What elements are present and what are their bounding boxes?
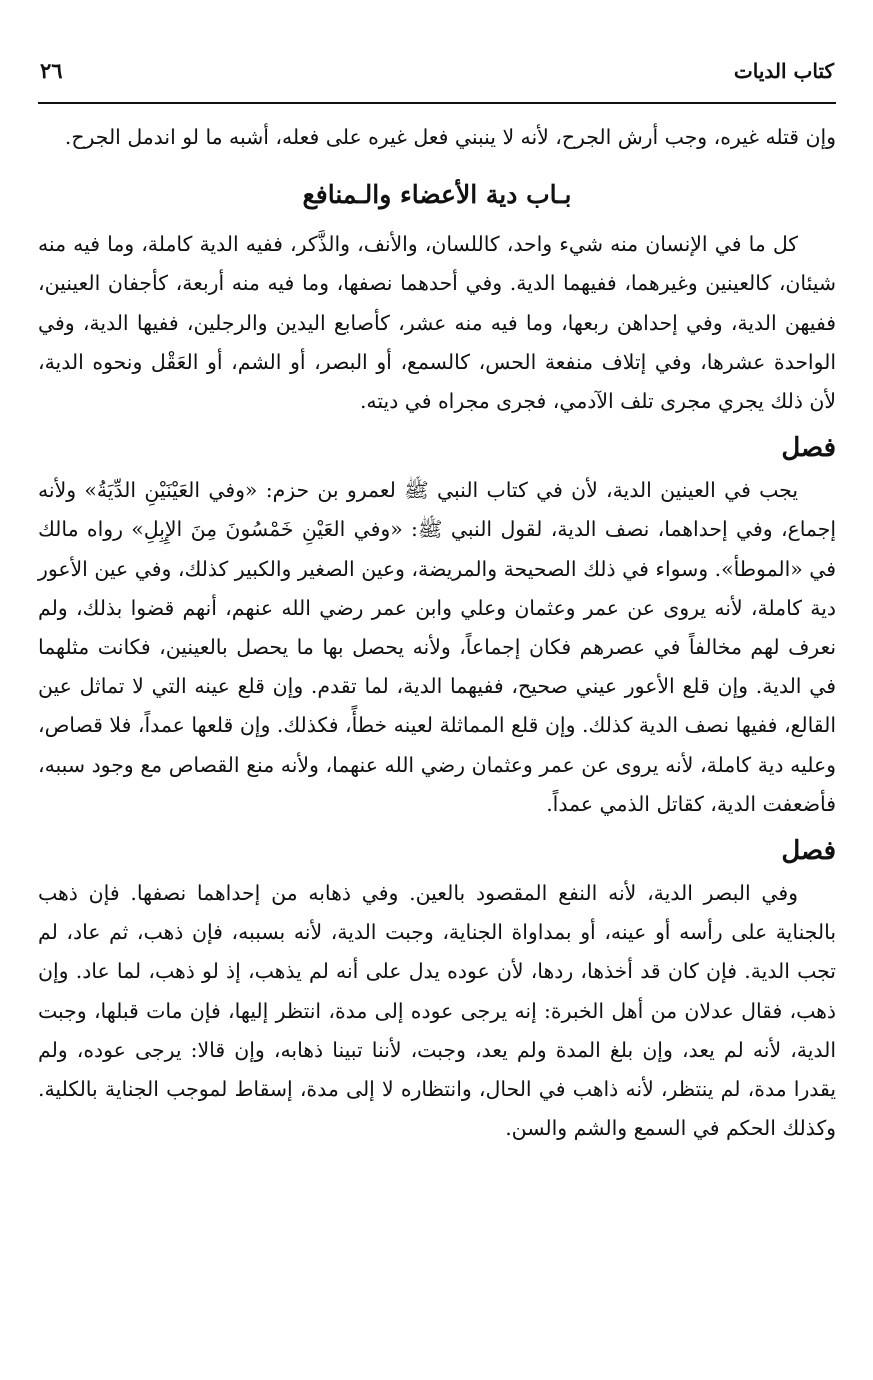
section-paragraph-1: يجب في العينين الدية، لأن في كتاب النبي ﷺ لعمرو بن حزم: «وفي العَيْنَيْنِ الدِّيَةُ» ولأنه إجماع، وفي إحداهما، نصف الدية، لقول النبي ﷺ: «وفي العَيْنِ خَمْسُونَ مِنَ الإِبِلِ» رواه مالك في «الموطأ». وسواء في ذلك الصحيحة والمريضة، وعين الصغير والكبير كذلك، وفي عين الأعور دية كاملة، لأنه يروى عن عمر وعثمان وعلي وابن عمر رضي الله عنهم، أنهم قضوا بذلك، ولم نعرف لهم مخالفاً في عصرهم فكان إجماعاً، ولأنه يحصل بها ما يحصل بالعينين، فكانت مثلهما في الدية. وإن قلع الأعور عيني صحيح، ففيهما الدية، لما تقدم. وإن قلع عينه التي لا تماثل عين القالع، ففيها نصف الدية كذلك. وإن قلع المماثلة لعينه خطأً، فكذلك. وإن قلعها عمداً، فلا قصاص، وعليه دية كاملة، لأنه يروى عن عمر وعثمان رضي الله عنهما، ولأنه منع القصاص مع وجود سببه، فأضعفت الدية، كقاتل الذمي عمداً. (38, 478, 836, 816)
section-paragraph-2: وفي البصر الدية، لأنه النفع المقصود بالعين. وفي ذهابه من إحداهما نصفها. فإن ذهب بالجناية على رأسه أو عينه، أو بمداواة الجناية، وجبت الدية، لأنه بسببه، فإن ذهب، ثم عاد، لم تجب الدية. فإن كان قد أخذها، ردها، لأن عوده يدل على أنه لم يذهب، إذ لو ذهب، لما عاد. وإن ذهب، فقال عدلان من أهل الخبرة: إنه يرجى عوده إلى مدة، انتظر إليها، فإن مات قبلها، وجبت الدية، لأنه لم يعد، وإن بلغ المدة ولم يعد، وجبت، لأننا تبينا ذهابه، وإن قالا: يرجى عوده، ولم يقدرا مدة، لم ينتظر، لأنه ذاهب في الحال، وانتظاره لا إلى مدة، إسقاط لموجب الجناية بالكلية. وكذلك الحكم في السمع والشم والسن. (38, 881, 836, 1141)
running-header (38, 58, 836, 104)
running-title: كتاب الديات (733, 59, 834, 83)
chapter-paragraph: كل ما في الإنسان منه شيء واحد، كاللسان، والأنف، والذَّكر، ففيه الدية كاملة، وما فيه منه شيئان، كالعينين وغيرهما، ففيهما الدية. وفي أحدهما نصفها، وما فيه منه أربعة، كأجفان العينين، ففيهن الدية، وفي إحداهن ربعها، وما فيه منه عشر، كأصابع اليدين والرجلين، ففيها الدية، وفي الواحدة عشرها، وفي إتلاف منفعة الحس، كالسمع، أو البصر، أو الشم، أو العَقْل ونحوه الدية، لأن ذلك يجري مجرى تلف الآدمي، فجرى مجراه في ديته. (38, 232, 836, 414)
page-number: ٢٦ (40, 58, 63, 83)
page-content (38, 104, 836, 1148)
book-page (38, 58, 836, 1148)
chapter-title: بـاب دية الأعضاء والـمنافع (302, 180, 572, 210)
intro-paragraph: وإن قتله غيره، وجب أرش الجرح، لأنه لا ينبني فعل غيره على فعله، أشبه ما لو اندمل الجرح. (64, 125, 836, 149)
section-heading-1: فصل (781, 433, 836, 464)
section-heading-2: فصل (781, 836, 836, 867)
